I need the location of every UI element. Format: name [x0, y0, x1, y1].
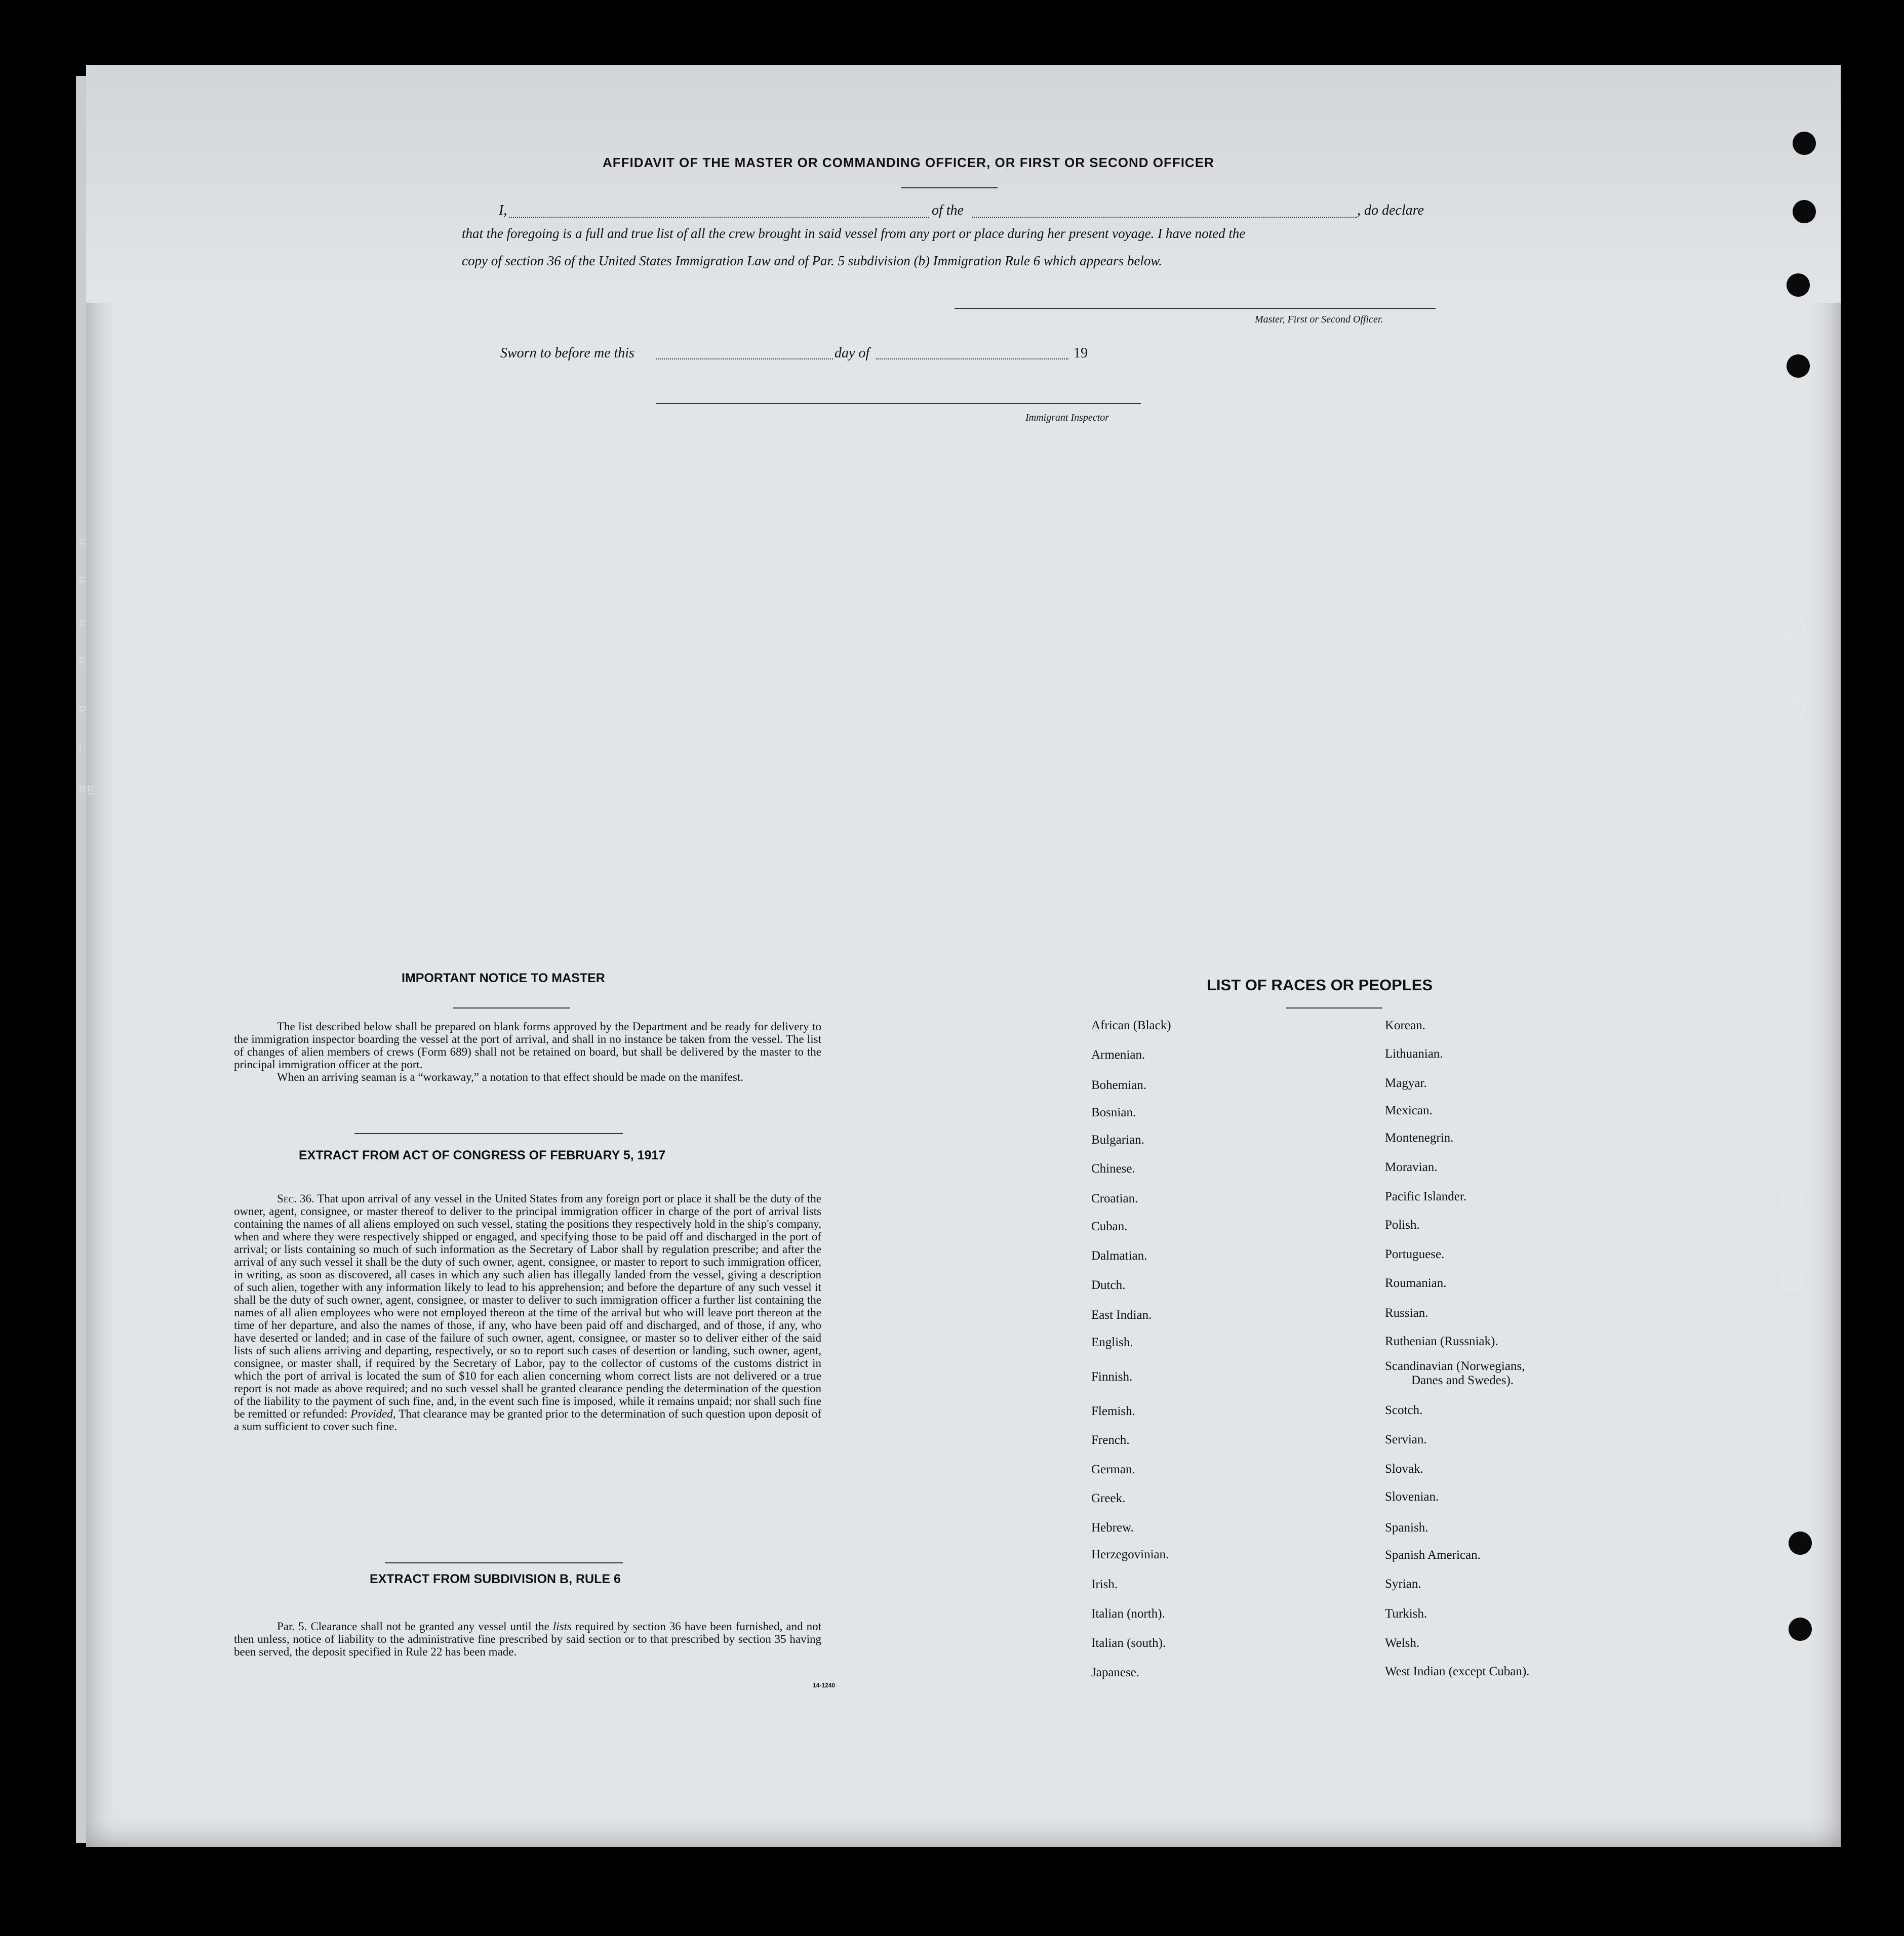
race-item	[1385, 1548, 1481, 1562]
race-label: Scotch.	[1385, 1403, 1423, 1417]
divider	[385, 1562, 623, 1563]
race-item	[1091, 1607, 1165, 1621]
race-label: Spanish.	[1385, 1521, 1429, 1535]
race-label: Finnish.	[1091, 1370, 1133, 1384]
notice-paragraph: When an arriving seaman is a “workaway,” a notation to that effect should be made on the manifest.	[277, 1071, 743, 1083]
race-item	[1385, 1160, 1437, 1175]
sworn-year: 19	[1074, 345, 1088, 361]
race-item	[1385, 1190, 1466, 1204]
race-item	[1385, 1403, 1422, 1418]
punch-hole	[1787, 354, 1810, 378]
race-label: English.	[1091, 1336, 1133, 1349]
race-item	[1091, 1636, 1166, 1650]
race-label: Herzegovinian.	[1091, 1548, 1169, 1561]
race-item	[1385, 1462, 1423, 1476]
race-item	[1385, 1306, 1428, 1320]
divider	[1286, 1007, 1382, 1009]
race-label: Scandinavian (Norwegians,	[1385, 1359, 1525, 1373]
race-label: Pacific Islander.	[1385, 1190, 1467, 1203]
affidavit-line2: that the foregoing is a full and true list of all the crew brought in said vessel from any port or place during her present voyage. I have noted the	[462, 226, 1246, 241]
race-label: West Indian (except Cuban).	[1385, 1665, 1530, 1678]
race-label: African (Black)	[1091, 1019, 1171, 1032]
race-item	[1385, 1359, 1525, 1388]
punch-hole	[1781, 699, 1806, 723]
race-item	[1091, 1521, 1134, 1535]
race-label: Bosnian.	[1091, 1106, 1136, 1119]
paper-edge	[76, 76, 86, 1843]
margin-mark: I	[78, 742, 82, 755]
race-item	[1091, 1162, 1135, 1176]
race-label: French.	[1091, 1433, 1130, 1447]
margin-mark: F	[78, 575, 86, 588]
race-label: Slovak.	[1385, 1462, 1423, 1476]
race-item	[1091, 1019, 1171, 1033]
race-label: Italian (north).	[1091, 1607, 1165, 1621]
sworn-day-of: day of	[835, 345, 870, 361]
race-item	[1091, 1192, 1138, 1206]
race-item	[1385, 1076, 1427, 1091]
race-label: Cuban.	[1091, 1220, 1128, 1233]
race-label: Armenian.	[1091, 1048, 1145, 1062]
race-label: Dalmatian.	[1091, 1249, 1147, 1263]
margin-mark: F	[78, 618, 86, 631]
proviso-label: Provided,	[350, 1407, 396, 1420]
race-item	[1091, 1048, 1145, 1062]
race-item	[1385, 1636, 1419, 1650]
race-label: Hebrew.	[1091, 1521, 1134, 1535]
race-item	[1091, 1078, 1146, 1093]
race-item	[1385, 1335, 1498, 1349]
punch-hole	[1793, 132, 1816, 155]
race-item	[1385, 1247, 1444, 1262]
act-text: That upon arrival of any vessel in the United States from any foreign port or place it shall be the duty of the owner, agent, consignee, or master thereof to deliver to the principal immigration officer in charge of the port of arrival lists containing the names of all aliens employed on such vessel, stating the positions they respectively hold in the ship's company, when and where they were respectively shipped or engaged, and specifying those to be paid off and discharged in the port of arrival; or lists containing so much of such information as the Secretary of Labor shall by regulation prescribe; and after the arrival of any such vessel it shall be the duty of such owner, agent, consignee, or master to report to such immigration officer, in writing, as soon as discovered, all cases in which any such alien has illegally landed from the vessel, giving a description of such alien, together with any information likely to lead to his apprehension; and before the departure of any such vessel it shall be the duty of such owner, agent, consignee, or master to deliver to such immigration officer a further list containing the names of all alien employees who were not employed thereon at the time of the arrival but who will leave port thereon at the time of her departure, and also the names of those, if any, who have been paid off and discharged, and of those, if any, who have deserted or landed; and in case of the failure of such owner, agent, consignee, or master so to deliver either of the said lists of such aliens arriving and departing, respectively, or so to report such cases of desertion or landing, such owner, agent, consignee, or master shall, if required by the Secretary of Labor, pay to the collector of customs of the customs district in which the port of arrival is located the sum of $10 for each alien concerning whom correct lists are not delivered or a true report is not made as above required; and no such vessel shall be granted clearance pending the determination of the question of the liability to the payment of such fine, and, in the event such fine is imposed, while it remains unpaid; nor shall such fine be remitted or refunded:	[234, 1192, 821, 1420]
race-label: Japanese.	[1091, 1666, 1140, 1679]
sworn-month-blank	[876, 358, 1068, 359]
punch-hole	[1780, 1268, 1805, 1293]
race-label: Korean.	[1385, 1019, 1425, 1032]
margin-mark: F	[78, 537, 86, 550]
race-item	[1385, 1104, 1433, 1118]
affidavit-declare: , do declare	[1357, 203, 1424, 218]
race-label: Chinese.	[1091, 1162, 1135, 1176]
signature-label: Master, First or Second Officer.	[1255, 314, 1383, 325]
race-item	[1385, 1665, 1529, 1679]
race-item	[1091, 1548, 1169, 1562]
rule-text-b: required by section 36 have been furnished, and not then unless, notice of liability to the administrative fine prescribed by said section or to that prescribed by section 35 having been served, the deposit specified in Rule 22 has been made.	[234, 1620, 822, 1658]
proviso-text: That clearance may be granted prior to the determination of such question upon deposit of a sum sufficient to cover such fine.	[234, 1407, 821, 1433]
race-label: Spanish American.	[1385, 1548, 1481, 1562]
race-item	[1385, 1276, 1447, 1290]
race-item	[1385, 1047, 1443, 1061]
race-label: Montenegrin.	[1385, 1131, 1454, 1145]
sworn-day-blank	[656, 358, 833, 359]
race-item	[1091, 1220, 1128, 1234]
rule-text-a: Par. 5. Clearance shall not be granted any vessel until the	[277, 1620, 549, 1633]
notice-body	[234, 1020, 821, 1083]
race-label: Polish.	[1385, 1218, 1420, 1232]
sworn-prefix: Sworn to before me this	[500, 345, 634, 361]
race-item	[1091, 1433, 1130, 1447]
race-item	[1091, 1666, 1139, 1680]
act-title: EXTRACT FROM ACT OF CONGRESS OF FEBRUARY 5, 1917	[299, 1148, 666, 1162]
affidavit-of-the: of the	[932, 203, 964, 218]
race-label: Dutch.	[1091, 1278, 1126, 1292]
race-item	[1091, 1249, 1147, 1263]
race-item	[1091, 1106, 1136, 1120]
race-label: East Indian.	[1091, 1308, 1152, 1322]
race-item	[1091, 1336, 1133, 1350]
race-label: Servian.	[1385, 1433, 1427, 1446]
form-number: 14-1240	[813, 1682, 836, 1689]
punch-hole	[1787, 273, 1810, 297]
race-item	[1385, 1019, 1425, 1033]
race-label: Magyar.	[1385, 1076, 1427, 1090]
affidavit-title: AFFIDAVIT OF THE MASTER OR COMMANDING OFFICER, OR FIRST OR SECOND OFFICER	[603, 155, 1214, 170]
rule-title: EXTRACT FROM SUBDIVISION B, RULE 6	[370, 1572, 621, 1586]
race-label: Italian (south).	[1091, 1636, 1166, 1650]
rule-paragraph	[234, 1620, 821, 1658]
punch-hole	[1789, 1531, 1812, 1555]
act-paragraph	[234, 1192, 821, 1433]
act-body	[234, 1192, 821, 1433]
affidavit-line3: copy of section 36 of the United States Immigration Law and of Par. 5 subdivision (b) Immigration Rule 6 which appears below.	[462, 253, 1163, 268]
race-item	[1385, 1607, 1427, 1621]
margin-mark: F	[78, 656, 86, 669]
punch-hole	[1789, 1618, 1812, 1641]
race-label-continuation: Danes and Swedes).	[1411, 1374, 1514, 1387]
race-item	[1091, 1463, 1135, 1477]
race-label: Lithuanian.	[1385, 1047, 1443, 1061]
inspector-signature-line	[656, 403, 1141, 404]
inspector-label: Immigrant Inspector	[1025, 412, 1109, 423]
signature-line	[955, 308, 1436, 309]
affidavit-i: I,	[499, 203, 507, 218]
race-item	[1091, 1491, 1125, 1506]
race-label: German.	[1091, 1463, 1135, 1476]
race-label: Bulgarian.	[1091, 1133, 1144, 1147]
race-label: Mexican.	[1385, 1104, 1433, 1117]
race-label: Bohemian.	[1091, 1078, 1147, 1092]
race-label: Slovenian.	[1385, 1490, 1439, 1504]
race-label: Ruthenian (Russniak).	[1385, 1335, 1498, 1348]
race-item	[1091, 1370, 1132, 1384]
divider	[901, 187, 998, 188]
sec-label: Sec. 36.	[277, 1192, 314, 1205]
punch-hole	[1781, 617, 1806, 641]
rule-body	[234, 1620, 821, 1658]
race-label: Portuguese.	[1385, 1247, 1445, 1261]
race-item	[1385, 1131, 1453, 1145]
punch-hole	[1780, 1187, 1805, 1212]
race-item	[1091, 1578, 1118, 1592]
race-item	[1385, 1490, 1439, 1504]
margin-mark: PE	[78, 784, 95, 797]
race-label: Welsh.	[1385, 1636, 1420, 1650]
notice-title: IMPORTANT NOTICE TO MASTER	[402, 971, 605, 985]
race-item	[1091, 1278, 1125, 1293]
margin-mark: P	[78, 704, 87, 717]
document-page	[86, 65, 1841, 1847]
race-label: Greek.	[1091, 1491, 1126, 1505]
divider	[453, 1007, 570, 1009]
race-label: Irish.	[1091, 1578, 1118, 1591]
name-blank	[509, 217, 929, 218]
rule-lists: lists	[552, 1620, 572, 1633]
races-title: LIST OF RACES OR PEOPLES	[1207, 976, 1433, 994]
race-label: Syrian.	[1385, 1577, 1421, 1591]
divider	[354, 1133, 623, 1134]
race-item	[1385, 1577, 1421, 1591]
punch-hole	[1793, 200, 1816, 223]
race-item	[1091, 1133, 1144, 1147]
race-item	[1385, 1521, 1428, 1535]
race-item	[1385, 1433, 1427, 1447]
race-label: Russian.	[1385, 1306, 1429, 1320]
race-label: Roumanian.	[1385, 1276, 1447, 1290]
race-item	[1091, 1308, 1152, 1322]
vessel-blank	[972, 217, 1357, 218]
race-label: Flemish.	[1091, 1404, 1135, 1418]
race-label: Moravian.	[1385, 1160, 1438, 1174]
race-item	[1385, 1218, 1420, 1232]
race-item	[1091, 1404, 1135, 1419]
race-label: Turkish.	[1385, 1607, 1427, 1621]
notice-paragraph: The list described below shall be prepared on blank forms approved by the Department and be ready for delivery to the immigration inspector boarding the vessel at the port of arrival, and shall in no instance be taken from the vessel. The list of changes of alien members of crews (Form 689) shall not be retained on board, but shall be delivered by the master to the principal immigration officer at the port.	[234, 1020, 821, 1071]
race-label: Croatian.	[1091, 1192, 1138, 1205]
